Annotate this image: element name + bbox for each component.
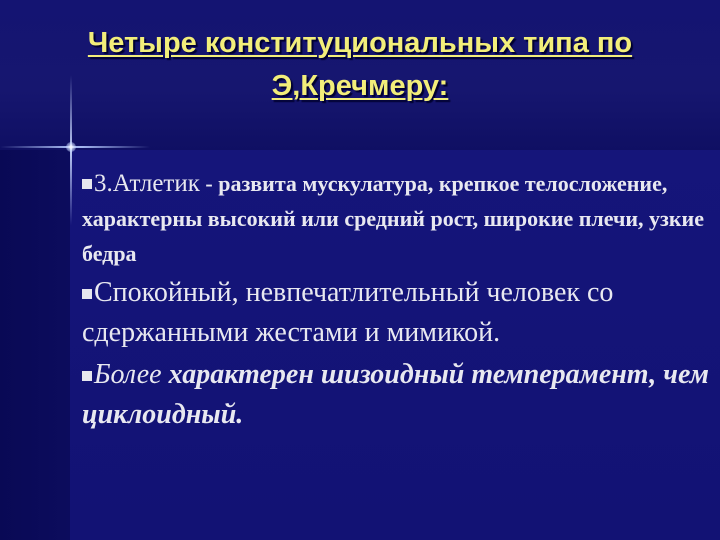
temperament-text: характерен шизоидный темперамент, чем циклоидный. <box>82 359 709 430</box>
square-bullet-icon <box>82 371 92 381</box>
bullet-temperament <box>82 355 712 435</box>
slide-title-line-1: Четыре конституциональных типа по <box>87 27 633 59</box>
square-bullet-icon <box>82 289 92 299</box>
slide-title-line-2: Э,Кречмеру: <box>271 70 449 102</box>
bullet-athletic-description <box>82 166 712 271</box>
slide-title <box>0 22 720 108</box>
athletic-description-text: - развита мускулатура, крепкое телосложение, характерны высокий или средний рост, широкие плечи, узкие бедра <box>82 171 704 266</box>
square-bullet-icon <box>82 179 92 189</box>
bullet-behavior <box>82 273 712 353</box>
temperament-lead: Более <box>94 359 162 390</box>
athletic-heading: 3.Атлетик <box>94 170 200 197</box>
slide-left-stripe <box>0 150 70 540</box>
sparkle-icon <box>66 142 76 152</box>
slide-body <box>82 166 712 435</box>
behavior-text: Спокойный, невпечатлительный человек со сдержанными жестами и мимикой. <box>82 277 614 348</box>
